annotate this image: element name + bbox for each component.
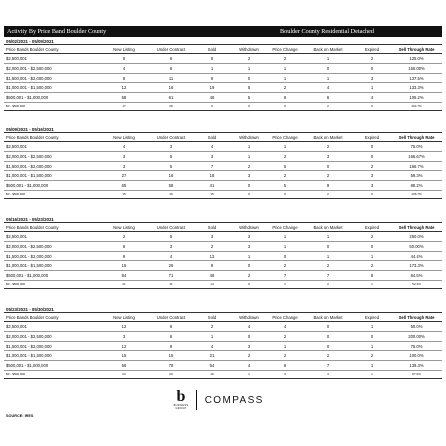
price-band-cell: $1,500,001 - $2,000,000 <box>6 343 52 349</box>
table-row <box>4 271 442 281</box>
period-section <box>4 216 442 289</box>
table-cell: 139.3% <box>409 363 424 369</box>
logo-divider <box>196 390 197 410</box>
column-header: Withdrawn <box>239 47 259 52</box>
table-cell: 1 <box>248 371 250 376</box>
table-cell: 0 <box>371 191 373 196</box>
table-cell: 6 <box>211 103 213 108</box>
table-cell: 1 <box>247 253 251 259</box>
table-cell: 3 <box>370 75 374 81</box>
price-band-cell: $500,001 - $1,000,000 <box>6 363 49 369</box>
table-cell: 1 <box>370 363 374 369</box>
table-cell: 54 <box>209 363 215 369</box>
table-cell: 1 <box>371 281 373 286</box>
table-cell: 50.0% <box>410 324 423 329</box>
burgess-group-text: BURGESS GROUP <box>173 404 189 410</box>
table-cell: 0 <box>247 263 251 269</box>
table-row <box>4 342 442 352</box>
table-cell: 2 <box>247 273 251 279</box>
table-row <box>4 242 442 252</box>
table-cell: 106.7% <box>411 191 422 196</box>
table-cell: 1 <box>247 65 251 71</box>
table-cell: 0 <box>370 153 374 159</box>
period-date-range: 05/02/2021 - 05/09/2021 <box>4 38 442 45</box>
table-cell: 4 <box>247 363 251 369</box>
period-section <box>4 38 442 111</box>
table-cell: 2 <box>247 163 251 169</box>
table-cell: 21 <box>122 281 126 286</box>
table-cell: 0 <box>371 103 373 108</box>
table-cell: 1 <box>371 371 373 376</box>
price-band-cell: $0 - $500,000 <box>6 103 26 108</box>
table-cell: 12 <box>121 324 127 329</box>
table-cell: 12 <box>121 343 127 349</box>
period-date-range: 05/16/2021 - 05/23/2021 <box>4 216 442 223</box>
price-band-cell: $2,000,001 - $2,500,000 <box>6 333 52 339</box>
table-cell: 6 <box>169 56 173 61</box>
price-band-cell: $0 - $500,000 <box>6 371 26 376</box>
price-band-cell: $1,000,001 - $1,500,000 <box>6 263 52 269</box>
table-cell: 1 <box>283 65 287 71</box>
column-header: Sell Through Rate <box>398 47 435 52</box>
table-cell: 8 <box>122 75 126 81</box>
table-cell: 0 <box>370 333 374 339</box>
table-row <box>4 64 442 74</box>
table-cell: 50.00% <box>409 243 424 249</box>
price-band-cell: $0 - $500,000 <box>6 281 26 286</box>
table-cell: 0 <box>370 144 374 149</box>
table-cell: 1 <box>247 144 251 149</box>
table-cell: 0 <box>247 183 251 189</box>
report-banner <box>4 26 442 37</box>
table-row <box>4 162 442 172</box>
table-cell: 6 <box>169 324 173 329</box>
table-row <box>4 83 442 93</box>
table-row <box>4 74 442 84</box>
table-cell: 2 <box>283 85 287 91</box>
column-header: Price Bands Boulder County <box>6 225 59 230</box>
table-cell: 3 <box>210 234 214 239</box>
column-header: Expired <box>364 225 380 230</box>
price-band-cell: $2,500,001 <box>6 234 27 239</box>
table-row <box>4 54 442 64</box>
table-cell: 1 <box>283 343 287 349</box>
table-cell: 2 <box>327 281 329 286</box>
table-cell: 3 <box>370 173 374 179</box>
table-cell: 1 <box>326 56 330 61</box>
table-row <box>4 351 442 361</box>
table-row <box>4 181 442 191</box>
table-cell: 16 <box>168 173 174 179</box>
table-cell: 58 <box>121 95 127 101</box>
table-cell: 46 <box>209 95 215 101</box>
column-header: Expired <box>364 47 380 52</box>
price-band-cell: $2,000,001 - $2,500,000 <box>6 65 52 71</box>
table-cell: 44.4% <box>410 253 423 259</box>
table-cell: 8 <box>283 95 287 101</box>
table-cell: 5 <box>169 153 173 159</box>
table-cell: 3 <box>122 153 126 159</box>
period-section <box>4 126 442 199</box>
table-cell: 3 <box>247 243 251 249</box>
table-cell: 6 <box>122 243 126 249</box>
table-header <box>4 45 442 54</box>
table-cell: 2 <box>326 173 330 179</box>
column-header: Back on Market <box>313 135 343 140</box>
price-band-cell: $2,000,001 - $2,500,000 <box>6 243 52 249</box>
table-cell: 3 <box>210 153 214 159</box>
column-header: Back on Market <box>313 225 343 230</box>
column-header: Price Change <box>272 225 298 230</box>
table-cell: 0 <box>326 163 330 169</box>
table-cell: 2 <box>327 191 329 196</box>
table-cell: 4 <box>169 253 173 259</box>
table-cell: 0 <box>326 324 330 329</box>
table-cell: 2 <box>283 56 287 61</box>
column-header: New Listing <box>113 225 135 230</box>
column-header: Back on Market <box>313 47 343 52</box>
price-band-cell: $1,500,001 - $2,000,000 <box>6 163 52 169</box>
table-cell: 26 <box>168 263 174 269</box>
table-cell: 59.3% <box>410 173 423 179</box>
table-cell: 78 <box>168 363 174 369</box>
table-cell: 0 <box>248 281 250 286</box>
table-cell: 4 <box>210 343 214 349</box>
table-cell: 87.0% <box>412 371 421 376</box>
table-cell: 1 <box>370 253 374 259</box>
table-cell: 7 <box>326 363 330 369</box>
column-header: New Listing <box>113 135 135 140</box>
table-cell: 61 <box>168 95 174 101</box>
table-cell: 0 <box>326 65 330 71</box>
table-cell: 75.0% <box>410 144 423 149</box>
table-cell: 11 <box>168 75 174 81</box>
column-header: Sell Through Rate <box>398 225 435 230</box>
column-header: Price Change <box>272 47 298 52</box>
table-cell: 200.00% <box>408 333 425 339</box>
period-date-range: 05/23/2021 - 05/30/2021 <box>4 306 442 313</box>
table-cell: 2 <box>283 173 287 179</box>
table-cell: 15 <box>210 191 214 196</box>
price-band-cell: $2,000,001 - $2,500,000 <box>6 153 52 159</box>
table-cell: 2 <box>326 144 330 149</box>
table-cell: 2 <box>283 333 287 339</box>
table-cell: 0 <box>326 243 330 249</box>
table-cell: 2 <box>247 56 251 61</box>
price-band-cell: $2,500,001 <box>6 324 27 329</box>
table-cell: 6 <box>283 363 287 369</box>
report-title: Activity By Price Band Boulder County <box>7 28 107 35</box>
price-band-cell: $1,000,001 - $1,500,000 <box>6 173 52 179</box>
column-header: Expired <box>364 135 380 140</box>
compass-logo: COMPASS <box>204 394 264 406</box>
table-cell: 0 <box>284 191 286 196</box>
table-cell: 9 <box>210 75 214 81</box>
price-band-cell: $1,000,001 - $1,500,000 <box>6 85 52 91</box>
column-header: New Listing <box>113 47 135 52</box>
table-cell: 9 <box>169 343 173 349</box>
table-cell: 1 <box>210 333 214 339</box>
column-header: Expired <box>364 315 380 320</box>
column-header: Under Contract <box>156 135 186 140</box>
column-header: Sold <box>207 315 217 320</box>
table-row <box>4 171 442 181</box>
table-header <box>4 223 442 232</box>
table-cell: 0 <box>284 103 286 108</box>
table-cell: 150.00% <box>408 65 425 71</box>
table-cell: 173.3% <box>409 263 424 269</box>
table-cell: 16 <box>168 85 174 91</box>
table-cell: 12 <box>121 85 127 91</box>
table-cell: 1 <box>370 343 374 349</box>
table-header <box>4 313 442 322</box>
table-cell: 0 <box>283 253 287 259</box>
table-cell: 1 <box>326 253 330 259</box>
column-header: Sold <box>207 47 217 52</box>
table-cell: 166.67% <box>408 153 425 159</box>
price-band-cell: $500,001 - $1,000,000 <box>6 273 49 279</box>
table-cell: 2 <box>370 234 374 239</box>
price-band-cell: $2,500,001 <box>6 144 27 149</box>
table-cell: 1 <box>283 144 287 149</box>
table-cell: 3 <box>247 234 251 239</box>
table-cell: 105.2% <box>409 95 424 101</box>
table-cell: 89.2% <box>410 183 423 189</box>
table-cell: 1 <box>283 234 287 239</box>
table-cell: 6 <box>169 65 173 71</box>
table-cell: 3 <box>247 173 251 179</box>
table-cell: 28 <box>169 103 173 108</box>
table-cell: 0 <box>326 333 330 339</box>
table-cell: 1 <box>326 234 330 239</box>
table-cell: 2 <box>326 263 330 269</box>
column-header: Sold <box>207 225 217 230</box>
column-header: Withdrawn <box>239 135 259 140</box>
column-header: Price Bands Boulder County <box>6 47 59 52</box>
column-header: Under Contract <box>156 225 186 230</box>
table-cell: 56 <box>121 363 127 369</box>
burgess-group-logo <box>170 390 192 410</box>
price-band-cell: $500,001 - $1,000,000 <box>6 95 49 101</box>
table-cell: 18 <box>209 173 215 179</box>
table-cell: 15 <box>122 191 126 196</box>
table-cell: 65 <box>121 183 127 189</box>
table-row <box>4 361 442 371</box>
table-cell: 4 <box>370 95 374 101</box>
column-header: Sell Through Rate <box>398 135 435 140</box>
price-band-cell: $2,500,001 <box>6 56 27 61</box>
table-cell: 4 <box>283 324 287 329</box>
table-cell: 0 <box>247 333 251 339</box>
table-cell: 1 <box>326 75 330 81</box>
table-cell: 16 <box>169 191 173 196</box>
table-cell: 1 <box>283 75 287 81</box>
table-cell: 5 <box>247 85 251 91</box>
source-note: SOURCE: IRES <box>6 414 34 418</box>
table-cell: 100.0% <box>409 353 424 359</box>
table-cell: 2 <box>247 353 251 359</box>
table-cell: 3 <box>247 343 251 349</box>
table-cell: 4 <box>326 85 330 91</box>
price-band-cell: $500,001 - $1,000,000 <box>6 183 49 189</box>
table-cell: 1 <box>247 153 251 159</box>
burgess-group-mark: b <box>176 388 186 405</box>
table-row <box>4 152 442 162</box>
table-cell: 3 <box>284 371 286 376</box>
table-cell: 2 <box>370 263 374 269</box>
table-cell: 0 <box>326 343 330 349</box>
table-cell: 2 <box>283 353 287 359</box>
column-header: Price Change <box>272 135 298 140</box>
table-cell: 5 <box>283 163 287 169</box>
table-cell: 3 <box>169 144 173 149</box>
period-date-range: 05/09/2021 - 05/16/2021 <box>4 126 442 133</box>
table-cell: 5 <box>169 163 173 169</box>
table-cell: 133.3% <box>409 85 424 91</box>
table-cell: 27 <box>121 173 127 179</box>
table-cell: 16 <box>210 371 214 376</box>
table-cell: 5 <box>210 56 214 61</box>
table-cell: 164.7% <box>411 103 422 108</box>
table-cell: 9 <box>210 263 214 269</box>
table-cell: 15 <box>121 353 127 359</box>
price-band-cell: $0 - $500,000 <box>6 191 26 196</box>
column-header: Back on Market <box>313 315 343 320</box>
table-cell: 71 <box>168 273 174 279</box>
table-cell: 9 <box>326 183 330 189</box>
table-row <box>4 322 442 332</box>
table-cell: 5 <box>247 95 251 101</box>
table-cell: 20 <box>169 371 173 376</box>
table-cell: 3 <box>327 371 329 376</box>
table-cell: 2 <box>122 234 126 239</box>
table-cell: 3 <box>122 163 126 169</box>
table-cell: 6 <box>326 95 330 101</box>
table-cell: 5 <box>122 56 126 61</box>
table-row <box>4 191 442 199</box>
table-cell: 13 <box>209 253 215 259</box>
table-row <box>4 371 442 379</box>
column-header: Price Bands Boulder County <box>6 135 59 140</box>
table-cell: 3 <box>169 243 173 249</box>
table-cell: 6 <box>169 333 173 339</box>
table-cell: 15 <box>168 353 174 359</box>
table-cell: 8 <box>370 273 374 279</box>
table-cell: 1 <box>370 324 374 329</box>
table-cell: 2 <box>283 263 287 269</box>
table-row <box>4 142 442 152</box>
table-cell: 84 <box>121 273 127 279</box>
table-cell: 4 <box>122 65 126 71</box>
table-cell: 3 <box>122 333 126 339</box>
table-cell: 2 <box>326 353 330 359</box>
table-cell: 0 <box>248 191 250 196</box>
table-cell: 23 <box>122 371 126 376</box>
table-cell: 7 <box>283 273 287 279</box>
table-cell: 21 <box>209 353 215 359</box>
table-cell: 250.0% <box>409 234 424 239</box>
table-row <box>4 93 442 103</box>
period-section <box>4 306 442 379</box>
table-cell: 5 <box>283 183 287 189</box>
column-header: Withdrawn <box>239 315 259 320</box>
table-cell: 41 <box>209 183 215 189</box>
column-header: Price Change <box>272 315 298 320</box>
table-cell: 2 <box>210 324 214 329</box>
table-row <box>4 232 442 242</box>
table-cell: 15 <box>121 263 127 269</box>
table-cell: 2 <box>327 103 329 108</box>
table-row <box>4 252 442 262</box>
table-cell: 11 <box>169 281 173 286</box>
table-cell: 52.4% <box>412 281 421 286</box>
table-cell: 166.7% <box>409 163 424 169</box>
price-band-cell: $1,500,001 - $2,000,000 <box>6 253 52 259</box>
table-cell: 4 <box>247 324 251 329</box>
table-cell: 2 <box>370 353 374 359</box>
table-cell: 1 <box>210 65 214 71</box>
column-header: Price Bands Boulder County <box>6 315 59 320</box>
table-row <box>4 103 442 111</box>
table-row <box>4 332 442 342</box>
table-cell: 58 <box>168 183 174 189</box>
footer-logos <box>170 388 280 412</box>
table-cell: 9 <box>122 253 126 259</box>
price-band-cell: $1,000,001 - $1,500,000 <box>6 353 52 359</box>
table-cell: 0 <box>370 65 374 71</box>
table-cell: 1 <box>284 281 286 286</box>
table-cell: 17 <box>122 103 126 108</box>
table-cell: 19 <box>209 85 215 91</box>
table-cell: 1 <box>283 243 287 249</box>
table-cell: 2 <box>210 243 214 249</box>
column-header: Sell Through Rate <box>398 315 435 320</box>
price-band-cell: $1,500,001 - $2,000,000 <box>6 75 52 81</box>
table-cell: 2 <box>370 56 374 61</box>
table-cell: 2 <box>370 163 374 169</box>
table-row <box>4 281 442 289</box>
table-cell: 3 <box>326 153 330 159</box>
column-header: New Listing <box>113 315 135 320</box>
table-cell: 48 <box>209 273 215 279</box>
table-cell: 0 <box>247 75 251 81</box>
column-header: Withdrawn <box>239 225 259 230</box>
table-cell: 4 <box>210 144 214 149</box>
table-cell: 1 <box>370 85 374 91</box>
table-row <box>4 261 442 271</box>
table-cell: 14 <box>210 281 214 286</box>
report-subtitle: Boulder County Residential Detached <box>280 28 374 35</box>
table-cell: 3 <box>370 183 374 189</box>
table-header <box>4 133 442 142</box>
table-cell: 0 <box>248 103 250 108</box>
column-header: Sold <box>207 135 217 140</box>
table-cell: 7 <box>210 163 214 169</box>
table-cell: 7 <box>326 273 330 279</box>
table-cell: 5 <box>169 234 173 239</box>
column-header: Under Contract <box>156 47 186 52</box>
table-cell: 4 <box>122 144 126 149</box>
table-cell: 75.0% <box>410 343 423 349</box>
table-cell: 137.5% <box>409 75 424 81</box>
table-cell: 84.5% <box>410 273 423 279</box>
table-cell: 2 <box>283 153 287 159</box>
table-cell: 0 <box>370 243 374 249</box>
table-cell: 125.0% <box>409 56 424 61</box>
column-header: Under Contract <box>156 315 186 320</box>
